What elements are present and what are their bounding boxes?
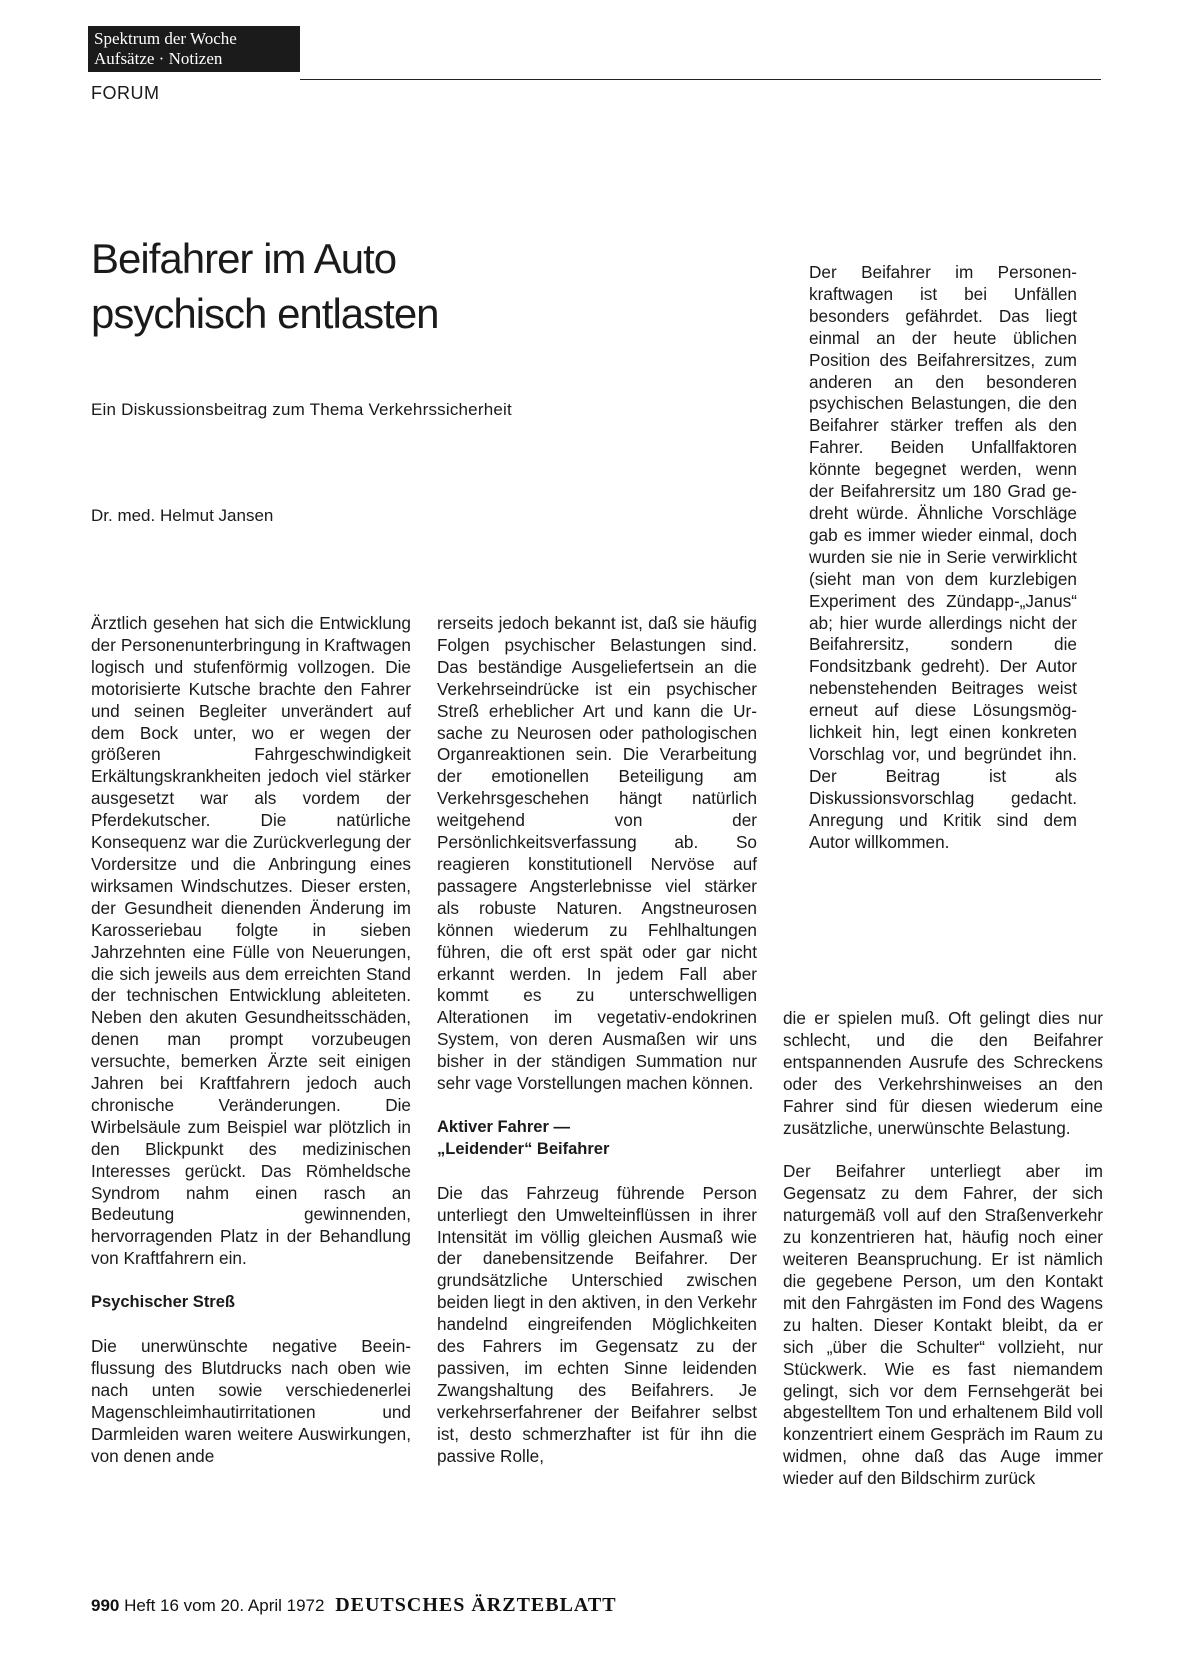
body-column-1: [91, 613, 411, 1468]
section-label-line1: Spektrum der Woche: [94, 29, 237, 48]
body-column-2: [437, 613, 757, 1468]
body-paragraph: rerseits jedoch bekannt ist, daß sie häufig Folgen psychischer Belastungen sind. Das beständige Ausgeliefertsein an die Verkehrseindrücke ist ein psychischer Streß erheblicher Art und kann die Ursache zu Neurosen oder pathologischen Organreaktionen sein. Die Verarbeitung der emotionellen Beteiligung am Verkehrsgeschehen hängt natürlich weitgehend von der Persönlichkeitsverfassung ab. So reagieren konstitutionell Nervöse auf passagere Angsterlebnisse viel stärker als robuste Naturen. Angstneurosen können wiederum zu Fehlhaltungen führen, die oft erst spät oder gar nicht erkannt werden. In jedem Fall aber kommt es zu unterschwelligen Alterationen im vegetativ-endokrinen System, von deren Ausmaßen wir uns bisher in der ständigen Summation nur sehr vage Vorstellungen machen können.: [437, 613, 757, 1094]
section-label: [88, 26, 300, 72]
heading-driver-line2: „Leidender“ Beifahrer: [437, 1139, 610, 1158]
body-column-3: [783, 1008, 1103, 1490]
title-line1: Beifahrer im Auto: [91, 235, 397, 282]
journal-name: DEUTSCHES ÄRZTEBLATT: [335, 1594, 617, 1616]
body-paragraph: Die das Fahrzeug führende Person unterliegt den Umwelteinflüssen in ihrer Intensität im völlig gleichen Ausmaß wie der danebensitzende Beifahrer. Der grundsätzliche Unterschied zwischen beiden liegt in den aktiven, in den Verkehr handelnd eingreifenden Möglichkeiten des Fahrers im Gegensatz zu der passiven, im echten Sinne leidenden Zwangshaltung des Beifahrers. Je verkehrserfahrener der Beifahrer selbst ist, desto schmerzhafter ist für ihn die passive Rolle,: [437, 1182, 757, 1466]
rubric-label: FORUM: [91, 83, 160, 103]
page-footer: [91, 1594, 617, 1617]
body-paragraph: Die unerwünschte negative Beeinflussung des Blutdrucks nach oben wie nach unten sowie verschiedenerlei Magenschleimhautirritationen und Darmleiden waren weitere Auswirkungen, von denen ande: [91, 1336, 411, 1466]
issue-info: Heft 16 vom 20. April 1972: [124, 1596, 325, 1615]
intro-column: [809, 262, 1077, 853]
article-subtitle: Ein Diskussionsbeitrag zum Thema Verkehrssicherheit: [91, 400, 512, 419]
intro-paragraph: Der Beifahrer im Personenkraftwagen ist bei Unfällen besonders gefährdet. Das liegt einmal an der heute üblichen Position des Beifahrersitzes, zum anderen an den besonderen psychischen Belastungen, die den Beifahrer stärker treffen als den Fahrer. Beiden Unfallfaktoren könnte begegnet werden, wenn der Beifahrersitz um 180 Grad gedreht würde. Ähnliche Vorschläge gab es immer wieder einmal, doch wurden sie nie in Serie verwirklicht (sieht man von dem kurzlebigen Experiment des Zündapp-„Janus“ ab; hier wurde allerdings nicht der Beifahrersitz, sondern die Fondsitzbank gedreht). Der Autor nebenstehenden Beitrages weist erneut auf diese Lösungsmöglichkeit hin, legt einen konkreten Vorschlag vor, und begründet ihn. Der Beitrag ist als Diskussionsvorschlag gedacht. Anregung und Kritik sind dem Autor willkommen.: [809, 262, 1077, 852]
heading-driver-line1: Aktiver Fahrer —: [437, 1117, 570, 1136]
page-number: 990: [91, 1596, 120, 1615]
body-paragraph: Der Beifahrer unterliegt aber im Gegensatz zu dem Fahrer, der sich naturgemäß voll auf den Straßenverkehr zu konzentrieren hat, häufig noch einer weiteren Beanspruchung. Er ist nämlich die gegebene Person, um den Kontakt mit den Fahrgästen im Fond des Wagens zu halten. Dieser Kontakt bleibt, da er sich „über die Schulter“ vollzieht, nur Stückwerk. Wie es fast niemandem gelingt, sich vor dem Fernsehgerät bei abgestelltem Ton und erhaltenem Bild voll konzentriert einem Gespräch im Raum zu widmen, ohne daß das Auge immer wieder auf den Bildschirm zurück: [783, 1161, 1103, 1489]
article-title: [91, 231, 651, 341]
article-author: Dr. med. Helmut Jansen: [91, 506, 274, 525]
header-rule: [300, 79, 1101, 80]
body-paragraph: die er spielen muß. Oft gelingt dies nur schlecht, und die den Beifahrer entspannenden Ausrufe des Schreckens oder des Verkehrshinweises an den Fahrer sind für diesen wiederum eine zusätzliche, unerwünschte Belastung.: [783, 1008, 1103, 1138]
section-heading-driver: [437, 1117, 757, 1161]
section-heading-stress: Psychischer Streß: [91, 1293, 235, 1312]
body-paragraph: Ärztlich gesehen hat sich die Entwicklung der Personenunterbringung in Kraftwagen logisch und stufenförmig vollzogen. Die motorisierte Kutsche brachte den Fahrer und seinen Begleiter unverändert auf dem Bock unter, wo er wegen der größeren Fahrgeschwindigkeit Erkältungskrankheiten jedoch viel stärker ausgesetzt war als vordem der Pferdekutscher. Die natürliche Konsequenz war die Zurückverlegung der Vordersitze und die Anbringung eines wirksamen Windschutzes. Dieser ersten, der Gesundheit dienenden Änderung im Karosseriebau folgte in sieben Jahrzehnten eine Fülle von Neuerungen, die sich jeweils aus dem erreichten Stand der technischen Entwicklung ableiteten. Neben den akuten Gesundheitsschäden, denen man prompt vorzubeugen versuchte, bemerken Ärzte seit einigen Jahren bei Kraftfahrern jedoch auch chronische Veränderungen. Die Wirbelsäule zum Beispiel war plötzlich in den Blickpunkt des medizinischen Interesses gerückt. Das Römheldsche Syndrom nahm einen rasch an Bedeutung gewinnenden, hervorragenden Platz in der Behandlung von Kraftfahrern ein.: [91, 613, 411, 1269]
title-line2: psychisch entlasten: [91, 290, 439, 337]
section-label-line2: Aufsätze · Notizen: [94, 49, 223, 68]
